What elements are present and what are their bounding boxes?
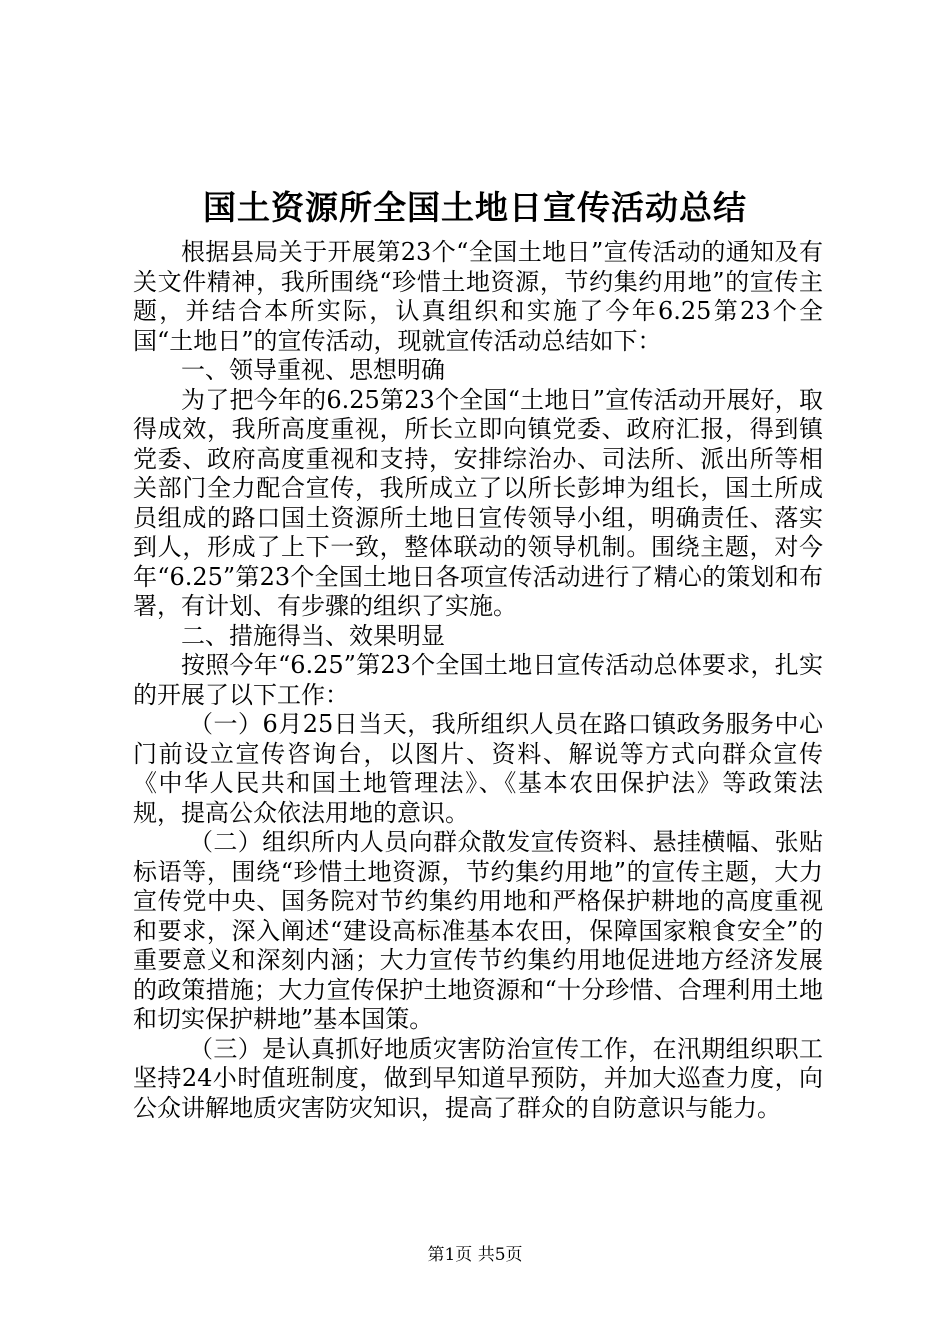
document-body bbox=[133, 238, 823, 1123]
measure-item-2: （二）组织所内人员向群众散发宣传资料、悬挂横幅、张贴标语等，围绕“珍惜土地资源，节约集约用地”的宣传主题，大力宣传党中央、国务院对节约集约用地和严格保护耕地的高度重视和要求，深入阐述“建设高标准基本农田，保障国家粮食安全”的重要意义和深刻内涵；大力宣传节约集约用地促进地方经济发展的政策措施；大力宣传保护土地资源和“十分珍惜、合理利用土地和切实保护耕地”基本国策。 bbox=[133, 828, 823, 1033]
measure-item-3: （三）是认真抓好地质灾害防治宣传工作，在汛期组织职工坚持24小时值班制度，做到早知道早预防，并加大巡查力度，向公众讲解地质灾害防灾知识，提高了群众的自防意识与能力。 bbox=[133, 1034, 823, 1122]
section-1-paragraph: 为了把今年的6.25第23个全国“土地日”宣传活动开展好，取得成效，我所高度重视，所长立即向镇党委、政府汇报，得到镇党委、政府高度重视和支持，安排综治办、司法所、派出所等相关部门全力配合宣传，我所成立了以所长彭坤为组长，国土所成员组成的路口国土资源所土地日宣传领导小组，明确责任、落实到人，形成了上下一致，整体联动的领导机制。围绕主题，对今年“6.25”第23个全国土地日各项宣传活动进行了精心的策划和布署，有计划、有步骤的组织了实施。 bbox=[133, 385, 823, 620]
section-2-intro-paragraph: 按照今年“6.25”第23个全国土地日宣传活动总体要求，扎实的开展了以下工作： bbox=[133, 651, 823, 709]
page-number-footer: 第1页 共5页 bbox=[427, 1245, 523, 1265]
section-heading-1: 一、领导重视、思想明确 bbox=[181, 356, 445, 384]
measure-item-1: （一）6月25日当天，我所组织人员在路口镇政务服务中心门前设立宣传咨询台，以图片、资料、解说等方式向群众宣传《中华人民共和国土地管理法》、《基本农田保护法》等政策法规，提高公众依法用地的意识。 bbox=[133, 710, 823, 827]
intro-paragraph: 根据县局关于开展第23个“全国土地日”宣传活动的通知及有关文件精神，我所围绕“珍惜土地资源，节约集约用地”的宣传主题，并结合本所实际，认真组织和实施了今年6.25第23个全国“土地日”的宣传活动，现就宣传活动总结如下： bbox=[133, 238, 823, 355]
section-heading-2: 二、措施得当、效果明显 bbox=[181, 621, 445, 650]
document-title: 国土资源所全国土地日宣传活动总结 bbox=[203, 188, 747, 227]
